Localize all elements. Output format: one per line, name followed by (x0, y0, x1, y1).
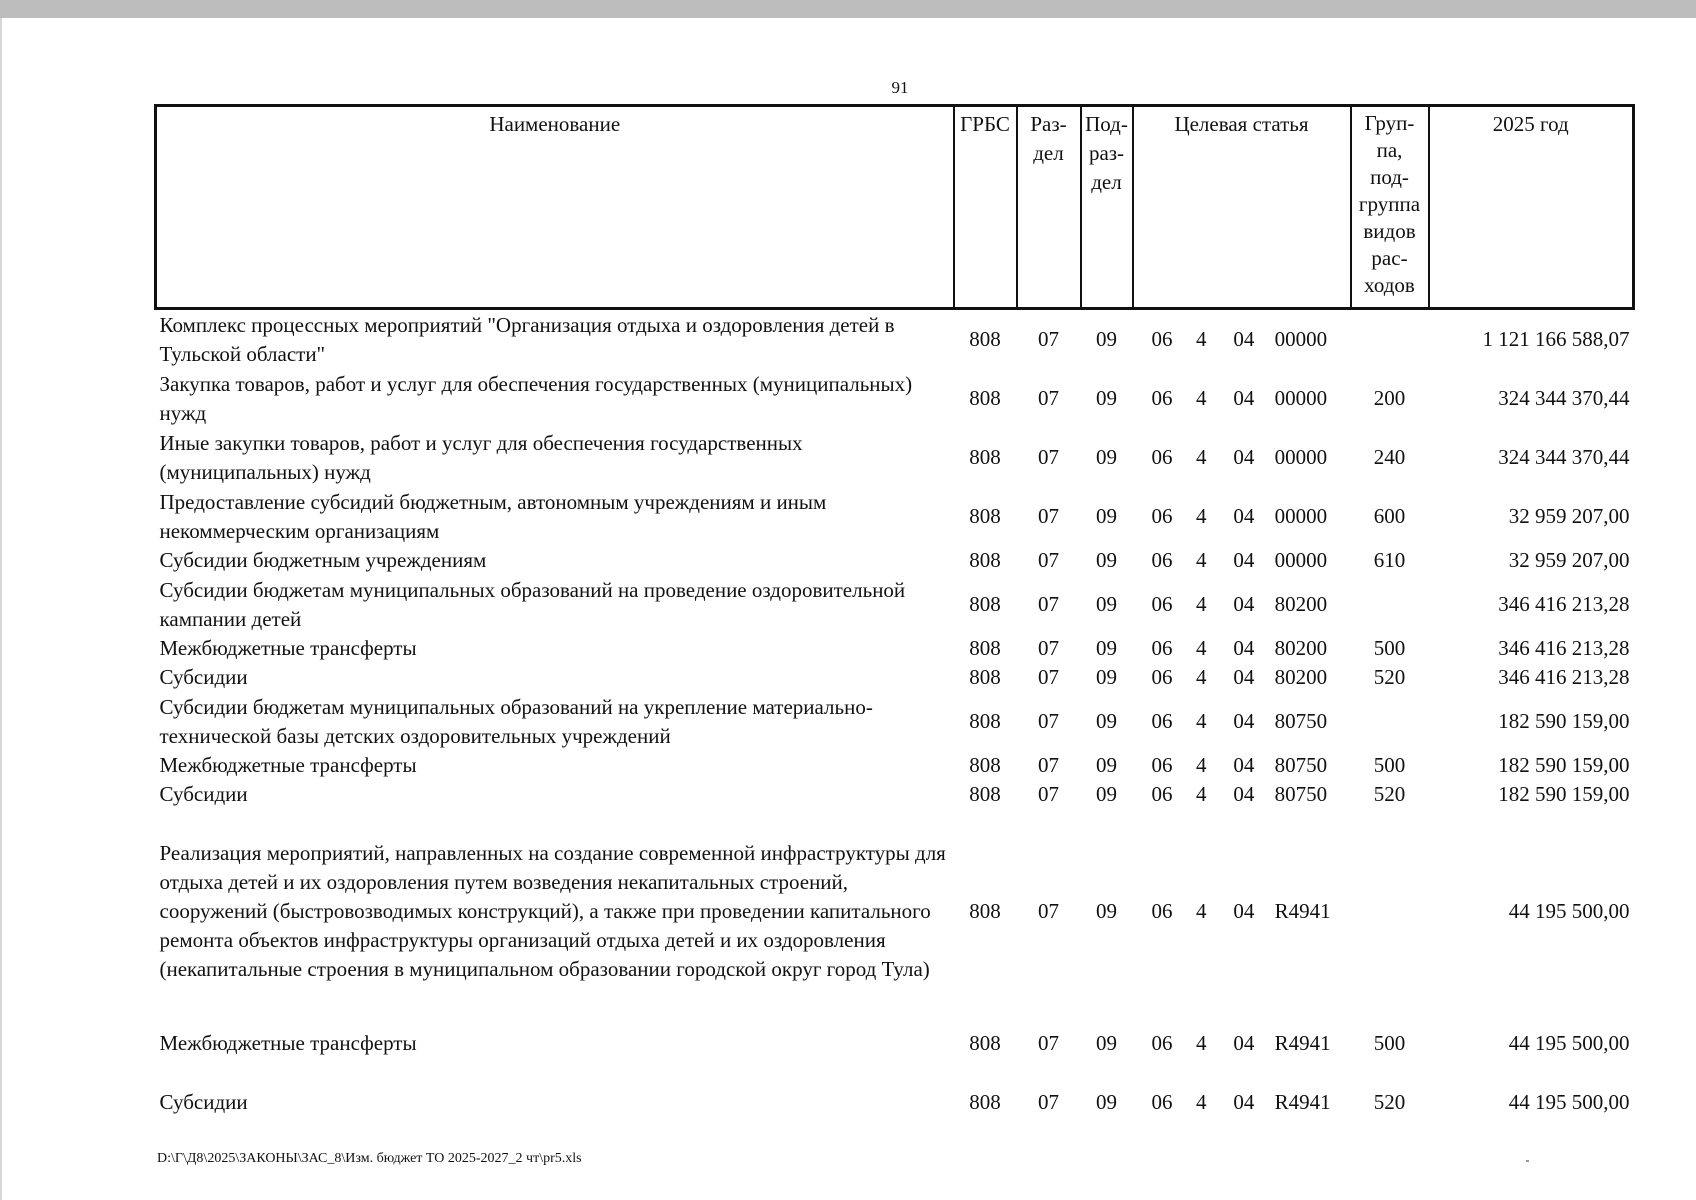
row-grbs: 808 (969, 753, 1001, 777)
row-celevaya-statya (1133, 692, 1351, 751)
row-razdel: 07 (1038, 753, 1059, 777)
cs-part-4: 80750 (1274, 709, 1328, 733)
row-razdel: 07 (1038, 709, 1059, 733)
scan-left-edge (0, 18, 2, 1200)
row-razdel: 07 (1038, 504, 1059, 528)
cs-part-2: 4 (1196, 327, 1207, 351)
cs-part-1: 06 (1151, 1031, 1173, 1055)
row-name: Закупка товаров, работ и услуг для обеспечения государственных (муниципальных) нужд (159, 371, 913, 425)
row-vid-rashodov: 240 (1373, 445, 1406, 469)
row-razdel: 07 (1038, 327, 1059, 351)
cs-part-1: 06 (1151, 327, 1173, 351)
cs-part-3: 04 (1233, 386, 1255, 410)
cs-part-2: 4 (1196, 548, 1207, 572)
row-celevaya-statya (1133, 809, 1351, 1014)
cs-part-1: 06 (1151, 899, 1173, 923)
row-grbs: 808 (969, 386, 1001, 410)
row-razdel: 07 (1038, 445, 1059, 469)
row-grbs: 808 (969, 327, 1001, 351)
row-podrazdel: 09 (1096, 504, 1117, 528)
row-grbs: 808 (969, 445, 1001, 469)
table-row (156, 751, 1634, 780)
row-celevaya-statya (1133, 780, 1351, 809)
cs-part-4: 80750 (1274, 782, 1328, 806)
row-name: Межбюджетные трансферты (159, 1031, 417, 1055)
cs-part-3: 04 (1233, 445, 1255, 469)
row-razdel: 07 (1038, 1090, 1059, 1114)
cs-part-1: 06 (1151, 782, 1173, 806)
row-amount: 32 959 207,00 (1508, 504, 1630, 528)
cs-part-2: 4 (1196, 504, 1207, 528)
row-name: Субсидии (159, 782, 248, 806)
cs-part-4: R4941 (1274, 1090, 1331, 1114)
row-grbs: 808 (969, 709, 1001, 733)
cs-part-4: 00000 (1274, 504, 1328, 528)
footer-file-path: D:\Г\Д8\2025\ЗАКОНЫ\ЗАС_8\Изм. бюджет ТО 2025-2027_2 чт\pr5.xls (157, 1151, 582, 1166)
cs-part-4: 00000 (1274, 548, 1328, 572)
cs-part-2: 4 (1196, 1031, 1207, 1055)
cs-part-3: 04 (1233, 899, 1255, 923)
cs-part-2: 4 (1196, 386, 1207, 410)
row-podrazdel: 09 (1096, 1031, 1117, 1055)
table-row (156, 634, 1634, 663)
row-name: Субсидии бюджетным учреждениям (159, 548, 487, 572)
row-name: Предоставление субсидий бюджетным, автономным учреждениям и иным некоммерческим организациям (159, 489, 827, 543)
row-celevaya-statya (1133, 369, 1351, 428)
row-amount: 1 121 166 588,07 (1482, 327, 1630, 351)
table-row (156, 692, 1634, 751)
row-vid-rashodov (1351, 809, 1429, 1014)
cs-part-3: 04 (1233, 753, 1255, 777)
table-row (156, 487, 1634, 546)
header-year: 2025 год (1429, 106, 1634, 309)
table-row (156, 369, 1634, 428)
cs-part-3: 04 (1233, 327, 1255, 351)
row-vid-rashodov (1351, 309, 1429, 370)
cs-part-3: 04 (1233, 782, 1255, 806)
page-number: 91 (891, 78, 909, 97)
cs-part-2: 4 (1196, 592, 1207, 616)
cs-part-1: 06 (1151, 386, 1173, 410)
table-row (156, 546, 1634, 575)
cs-part-2: 4 (1196, 665, 1207, 689)
row-name: Субсидии (159, 665, 248, 689)
cs-part-3: 04 (1233, 665, 1255, 689)
header-gruppa-vidov-rashodov: Груп- па, под- группа видов рас- ходов (1351, 106, 1429, 309)
row-name: Межбюджетные трансферты (159, 636, 417, 660)
row-podrazdel: 09 (1096, 445, 1117, 469)
row-amount: 44 195 500,00 (1508, 1090, 1630, 1114)
row-razdel: 07 (1038, 1031, 1059, 1055)
cs-part-4: 80750 (1274, 753, 1328, 777)
row-celevaya-statya (1133, 663, 1351, 692)
row-podrazdel: 09 (1096, 899, 1117, 923)
row-grbs: 808 (969, 665, 1001, 689)
row-amount: 346 416 213,28 (1498, 592, 1630, 616)
cs-part-1: 06 (1151, 1090, 1173, 1114)
table-row (156, 809, 1634, 1014)
row-amount: 324 344 370,44 (1498, 445, 1630, 469)
header-celevaya-statya: Целевая статья (1133, 106, 1351, 309)
cs-part-4: R4941 (1274, 1031, 1331, 1055)
row-name: Субсидии (159, 1090, 248, 1114)
row-podrazdel: 09 (1096, 782, 1117, 806)
table-row (156, 575, 1634, 634)
cs-part-3: 04 (1233, 592, 1255, 616)
row-vid-rashodov: 500 (1373, 1031, 1406, 1055)
row-vid-rashodov: 500 (1373, 636, 1406, 660)
row-grbs: 808 (969, 548, 1001, 572)
row-vid-rashodov (1351, 575, 1429, 634)
table-row (156, 428, 1634, 487)
row-celevaya-statya (1133, 428, 1351, 487)
row-celevaya-statya (1133, 751, 1351, 780)
cs-part-1: 06 (1151, 636, 1173, 660)
row-razdel: 07 (1038, 592, 1059, 616)
cs-part-1: 06 (1151, 445, 1173, 469)
cs-part-1: 06 (1151, 548, 1173, 572)
row-vid-rashodov: 500 (1373, 753, 1406, 777)
row-vid-rashodov: 520 (1373, 665, 1406, 689)
header-grbs: ГРБС (954, 106, 1017, 309)
budget-table (154, 104, 1635, 1132)
header-podrazdel: Под- раз- дел (1081, 106, 1133, 309)
row-celevaya-statya (1133, 1014, 1351, 1073)
row-amount: 182 590 159,00 (1498, 709, 1630, 733)
cs-part-2: 4 (1196, 636, 1207, 660)
cs-part-1: 06 (1151, 753, 1173, 777)
row-podrazdel: 09 (1096, 665, 1117, 689)
row-grbs: 808 (969, 592, 1001, 616)
table-header-row (156, 106, 1634, 309)
row-celevaya-statya (1133, 546, 1351, 575)
table-row (156, 309, 1634, 370)
table-row (156, 1014, 1634, 1073)
scan-speck (1526, 1160, 1529, 1162)
table-body (156, 309, 1634, 1133)
row-vid-rashodov: 520 (1373, 782, 1406, 806)
row-razdel: 07 (1038, 636, 1059, 660)
table-row (156, 780, 1634, 809)
row-podrazdel: 09 (1096, 753, 1117, 777)
row-razdel: 07 (1038, 386, 1059, 410)
row-amount: 182 590 159,00 (1498, 782, 1630, 806)
row-amount: 32 959 207,00 (1508, 548, 1630, 572)
cs-part-2: 4 (1196, 753, 1207, 777)
cs-part-1: 06 (1151, 504, 1173, 528)
row-celevaya-statya (1133, 1073, 1351, 1132)
cs-part-4: R4941 (1274, 899, 1331, 923)
row-name: Реализация мероприятий, направленных на создание современной инфраструктуры для отдыха детей и их оздоровления путем возведения некапитальных строений, сооружений (быстровозводимых конструкций), а также при проведении капитального ремонта объектов инфраструктуры организаций отдыха детей и их оздоровления (некапитальные строения в муниципальном образовании городской округ город Тула) (159, 841, 946, 981)
row-razdel: 07 (1038, 782, 1059, 806)
row-name: Комплекс процессных мероприятий "Организация отдыха и оздоровления детей в Тульской области" (159, 312, 895, 366)
row-amount: 182 590 159,00 (1498, 753, 1630, 777)
table-row (156, 663, 1634, 692)
row-grbs: 808 (969, 899, 1001, 923)
row-grbs: 808 (969, 636, 1001, 660)
row-razdel: 07 (1038, 665, 1059, 689)
cs-part-1: 06 (1151, 665, 1173, 689)
row-podrazdel: 09 (1096, 327, 1117, 351)
row-amount: 324 344 370,44 (1498, 386, 1630, 410)
row-name: Субсидии бюджетам муниципальных образований на укрепление материально-технической базы детских оздоровительных учреждений (159, 694, 873, 748)
cs-part-4: 80200 (1274, 592, 1328, 616)
header-name: Наименование (156, 106, 954, 309)
row-grbs: 808 (969, 1090, 1001, 1114)
row-amount: 44 195 500,00 (1508, 1031, 1630, 1055)
row-grbs: 808 (969, 782, 1001, 806)
cs-part-2: 4 (1196, 899, 1207, 923)
row-vid-rashodov: 600 (1373, 504, 1406, 528)
row-grbs: 808 (969, 1031, 1001, 1055)
row-celevaya-statya (1133, 575, 1351, 634)
cs-part-2: 4 (1196, 445, 1207, 469)
row-podrazdel: 09 (1096, 636, 1117, 660)
row-vid-rashodov (1351, 692, 1429, 751)
cs-part-4: 80200 (1274, 636, 1328, 660)
row-name: Субсидии бюджетам муниципальных образований на проведение оздоровительной кампании детей (159, 577, 906, 631)
row-celevaya-statya (1133, 487, 1351, 546)
cs-part-4: 00000 (1274, 327, 1328, 351)
header-razdel: Раз- дел (1017, 106, 1081, 309)
table-row (156, 1073, 1634, 1132)
cs-part-2: 4 (1196, 709, 1207, 733)
cs-part-3: 04 (1233, 1031, 1255, 1055)
cs-part-2: 4 (1196, 1090, 1207, 1114)
row-amount: 44 195 500,00 (1508, 899, 1630, 923)
row-podrazdel: 09 (1096, 1090, 1117, 1114)
row-amount: 346 416 213,28 (1498, 665, 1630, 689)
cs-part-1: 06 (1151, 709, 1173, 733)
scan-top-band (0, 0, 1696, 18)
cs-part-3: 04 (1233, 636, 1255, 660)
row-podrazdel: 09 (1096, 548, 1117, 572)
row-name: Иные закупки товаров, работ и услуг для обеспечения государственных (муниципальных) нужд (159, 430, 803, 484)
row-razdel: 07 (1038, 899, 1059, 923)
row-celevaya-statya (1133, 634, 1351, 663)
budget-table-container (154, 104, 1632, 1132)
cs-part-4: 00000 (1274, 386, 1328, 410)
row-vid-rashodov: 610 (1373, 548, 1406, 572)
cs-part-4: 80200 (1274, 665, 1328, 689)
row-amount: 346 416 213,28 (1498, 636, 1630, 660)
row-vid-rashodov: 520 (1373, 1090, 1406, 1114)
cs-part-4: 00000 (1274, 445, 1328, 469)
row-podrazdel: 09 (1096, 386, 1117, 410)
row-vid-rashodov: 200 (1373, 386, 1406, 410)
cs-part-3: 04 (1233, 1090, 1255, 1114)
cs-part-3: 04 (1233, 548, 1255, 572)
cs-part-2: 4 (1196, 782, 1207, 806)
cs-part-3: 04 (1233, 709, 1255, 733)
row-grbs: 808 (969, 504, 1001, 528)
cs-part-3: 04 (1233, 504, 1255, 528)
row-podrazdel: 09 (1096, 592, 1117, 616)
row-razdel: 07 (1038, 548, 1059, 572)
cs-part-1: 06 (1151, 592, 1173, 616)
row-podrazdel: 09 (1096, 709, 1117, 733)
row-celevaya-statya (1133, 309, 1351, 370)
row-name: Межбюджетные трансферты (159, 753, 417, 777)
